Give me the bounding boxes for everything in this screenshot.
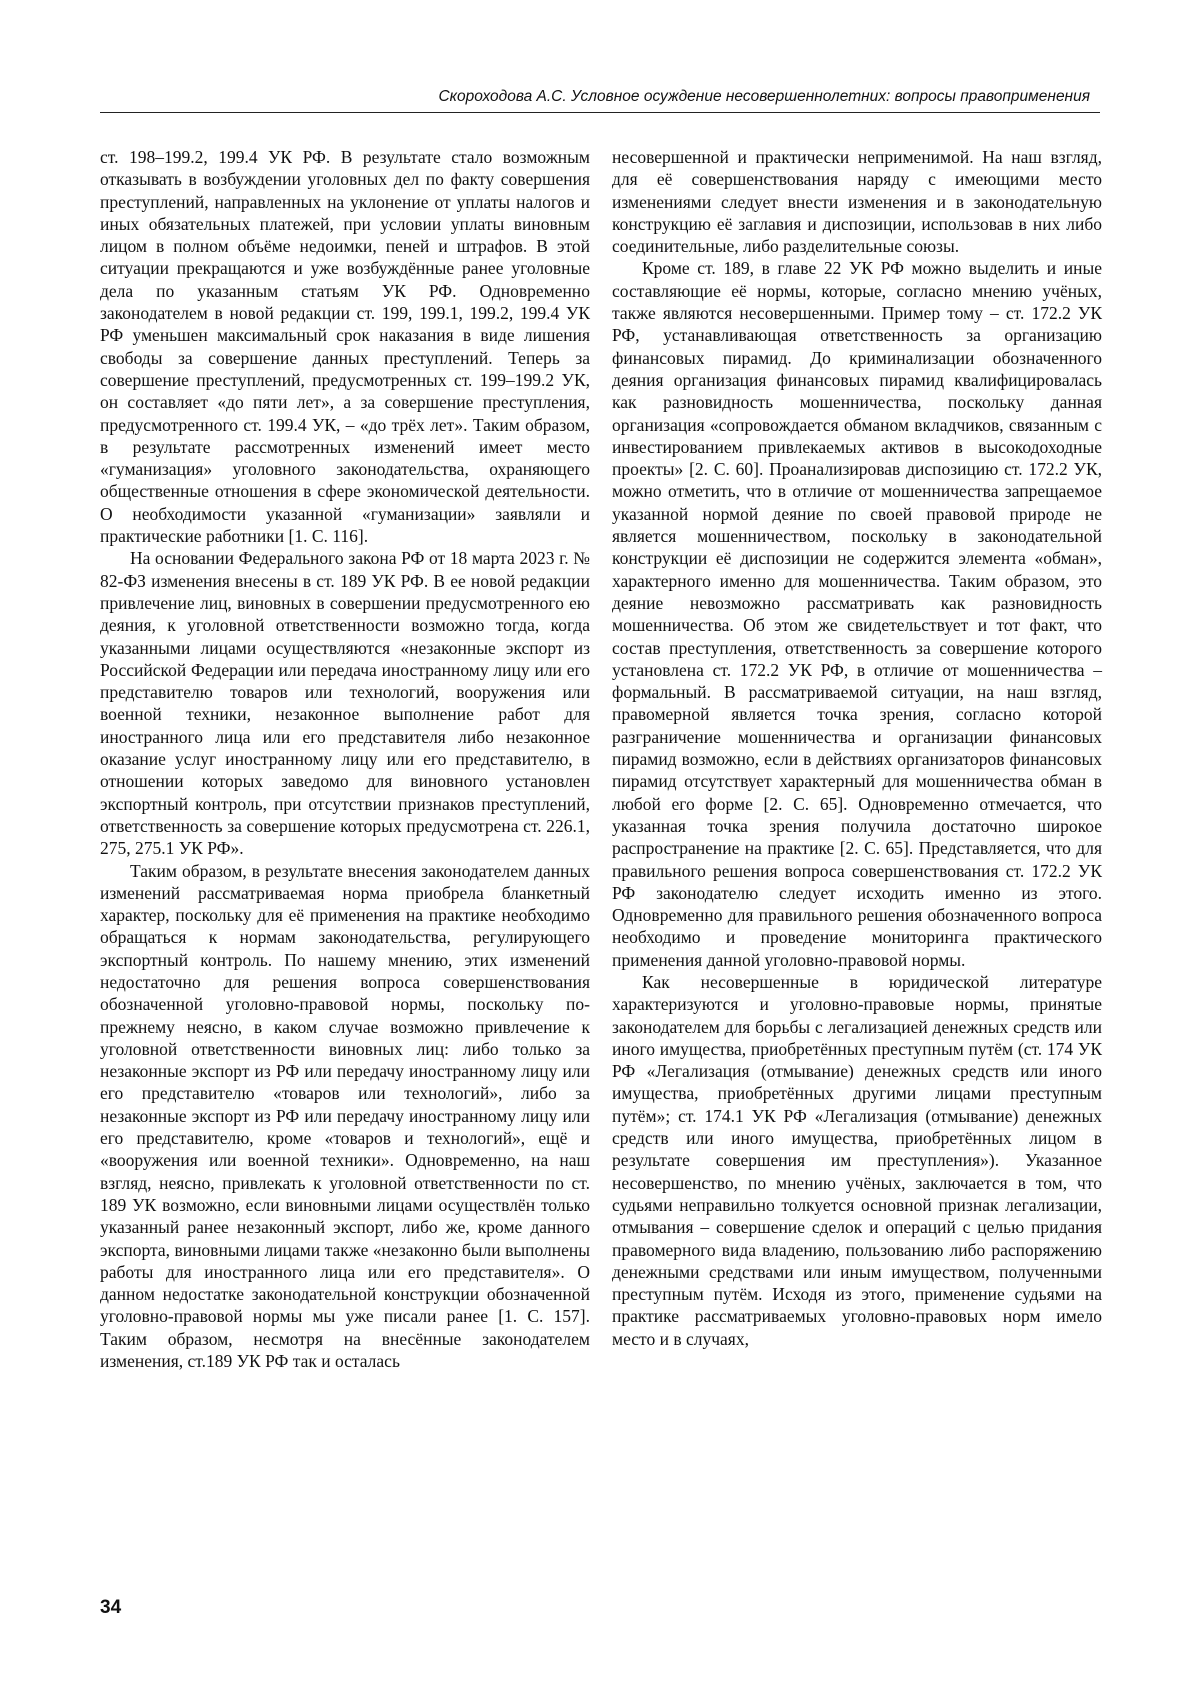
paragraph: Как несовершенные в юридической литературе характеризуются и уголовно-правовые нормы, принятые законодателем для борьбы с легализацией денежных средств или иного имущества, приобретённых преступным путём (ст. 174 УК РФ «Легализация (отмывание) денежных средств или иного имущества, приобретённых другими лицами преступным путём»; ст. 174.1 УК РФ «Легализация (отмывание) денежных средств или иного имущества, приобретённых лицом в результате совершения им преступления»). Указанное несовершенство, по мнению учёных, заключается в том, что судьями неправильно толкуется основной признак легализации, отмывания – совершение сделок и операций с целью придания правомерного вида владению, пользованию либо распоряжению денежными средствами или иным имуществом, полученными преступным путём. Исходя из этого, применение судьями на практике рассматриваемых уголовно-правовых норм имело место и в случаях, xyxy=(612,971,1102,1350)
paragraph: несовершенной и практически неприменимой. На наш взгляд, для её совершенствования наряду с имеющими место изменениями следует внести изменения и в законодательную конструкцию её заглавия и диспозиции, использовав в них либо соединительные, либо разделительные союзы. xyxy=(612,146,1102,257)
paragraph: На основании Федерального закона РФ от 18 марта 2023 г. № 82-ФЗ изменения внесены в ст. 189 УК РФ. В ее новой редакции привлечение лиц, виновных в совершении предусмотренного ею деяния, к уголовной ответственности возможно тогда, когда указанными лицами осуществляются «незаконные экспорт из Российской Федерации или передача иностранному лицу или его представителю товаров или технологий, вооружения или военной техники, незаконное выполнение работ для иностранного лица или его представителя либо незаконное оказание услуг иностранному лицу или его представителю, в отношении которых заведомо для виновного установлен экспортный контроль, при отсутствии признаков преступлений, ответственность за совершение которых предусмотрена ст. 226.1, 275, 275.1 УК РФ». xyxy=(100,547,590,859)
paragraph: Таким образом, в результате внесения законодателем данных изменений рассматриваемая норма приобрела бланкетный характер, поскольку для её применения на практике необходимо обращаться к нормам законодательства, регулирующего экспортный контроль. По нашему мнению, этих изменений недостаточно для решения вопроса совершенствования обозначенной уголовно-правовой нормы, поскольку по-прежнему неясно, в каком случае возможно привлечение к уголовной ответственности виновных лиц: либо только за незаконные экспорт из РФ или передачу иностранному лицу или его представителю «товаров или технологий», либо за незаконные экспорт из РФ или передачу иностранному лицу или его представителю, кроме «товаров и технологий», ещё и «вооружения или военной техники». Одновременно, на наш взгляд, неясно, привлекать к уголовной ответственности по ст. 189 УК возможно, если виновными лицами осуществлён только указанный ранее незаконный экспорт, либо же, кроме данного экспорта, виновными лицами также «незаконно были выполнены работы для иностранного лица или его представителя». О данном недостатке законодательной конструкции обозначенной уголовно-правовой нормы мы уже писали ранее [1. С. 157]. Таким образом, несмотря на внесённые законодателем изменения, ст.189 УК РФ так и осталась xyxy=(100,860,590,1373)
left-column xyxy=(100,146,590,1372)
page-number: 34 xyxy=(100,1597,121,1619)
paragraph: ст. 198–199.2, 199.4 УК РФ. В результате стало возможным отказывать в возбуждении уголовных дел по факту совершения преступлений, направленных на уклонение от уплаты налогов и иных обязательных платежей, при условии уплаты виновным лицом в полном объёме недоимки, пеней и штрафов. В этой ситуации прекращаются и уже возбуждённые ранее уголовные дела по указанным статьям УК РФ. Одновременно законодателем в новой редакции ст. 199, 199.1, 199.2, 199.4 УК РФ уменьшен максимальный срок наказания в виде лишения свободы за совершение данных преступлений. Теперь за совершение преступлений, предусмотренных ст. 199–199.2 УК, он составляет «до пяти лет», а за совершение преступления, предусмотренного ст. 199.4 УК, – «до трёх лет». Таким образом, в результате рассмотренных изменений имеет место «гуманизация» уголовного законодательства, охраняющего общественные отношения в сфере экономической деятельности. О необходимости указанной «гуманизации» заявляли и практические работники [1. С. 116]. xyxy=(100,146,590,547)
running-header: Скороходова А.С. Условное осуждение несовершеннолетних: вопросы правоприменения xyxy=(100,88,1100,113)
right-column xyxy=(612,146,1102,1350)
paragraph: Кроме ст. 189, в главе 22 УК РФ можно выделить и иные составляющие её нормы, которые, согласно мнению учёных, также являются несовершенными. Пример тому – ст. 172.2 УК РФ, устанавливающая ответственность за организацию финансовых пирамид. До криминализации обозначенного деяния организация финансовых пирамид квалифицировалась как разновидность мошенничества, поскольку данная организация «сопровождается обманом вкладчиков, связанным с инвестированием привлекаемых активов в высокодоходные проекты» [2. С. 60]. Проанализировав диспозицию ст. 172.2 УК, можно отметить, что в отличие от мошенничества запрещаемое указанной нормой деяние по своей правовой природе не является мошенничеством, поскольку в законодательной конструкции её диспозиции не содержится элемента «обман», характерного именно для мошенничества. Таким образом, это деяние невозможно рассматривать как разновидность мошенничества. Об этом же свидетельствует и тот факт, что состав преступления, ответственность за совершение которого установлена ст. 172.2 УК РФ, в отличие от мошенничества – формальный. В рассматриваемой ситуации, на наш взгляд, правомерной является точка зрения, согласно которой разграничение мошенничества и организации финансовых пирамид возможно, если в действиях организаторов финансовых пирамид отсутствует характерный для мошенничества обман в любой его форме [2. С. 65]. Одновременно отмечается, что указанная точка зрения получила достаточно широкое распространение на практике [2. С. 65]. Представляется, что для правильного решения вопроса совершенствования ст. 172.2 УК РФ законодателю следует исходить именно из этого. Одновременно для правильного решения обозначенного вопроса необходимо и проведение мониторинга практического применения данной уголовно-правовой нормы. xyxy=(612,257,1102,971)
